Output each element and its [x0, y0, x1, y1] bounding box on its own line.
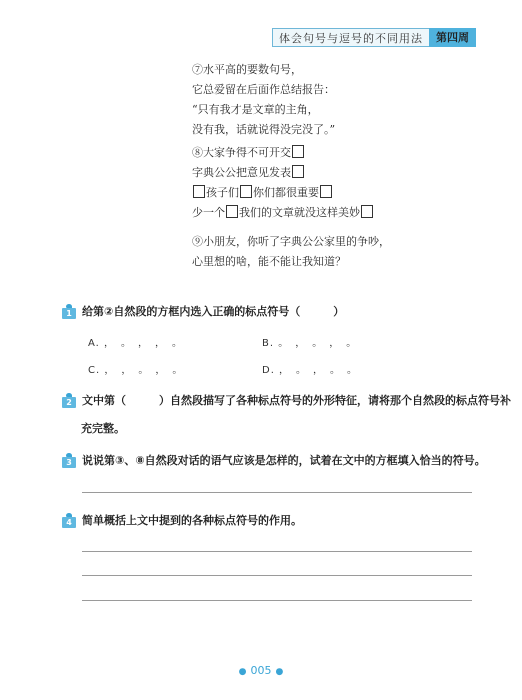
- page-number: ● 005 ●: [238, 664, 284, 677]
- poem-line: ⑦水平高的要数句号，: [192, 63, 302, 76]
- option-c[interactable]: C. ， ， 。 ， 。: [88, 365, 184, 376]
- question-3: [62, 452, 486, 468]
- answer-box[interactable]: [292, 165, 304, 178]
- answer-box[interactable]: [240, 185, 252, 198]
- answer-line[interactable]: [82, 551, 472, 552]
- poem-line: 少一个: [192, 206, 225, 219]
- option-a[interactable]: A. ， 。 ， ， 。: [88, 338, 184, 349]
- question-2-continuation: 充完整。: [81, 422, 125, 435]
- question-text: 简单概括上文中提到的各种标点符号的作用。: [82, 514, 302, 527]
- sprout-number-icon: 1: [62, 304, 76, 319]
- sprout-number-icon: 3: [62, 453, 76, 468]
- poem-line: 它总爱留在后面作总结报告：: [192, 83, 335, 96]
- stanza-8: [192, 143, 374, 223]
- answer-line[interactable]: [82, 492, 472, 493]
- question-text: 给第②自然段的方框内选入正确的标点符号（ ）: [82, 305, 345, 318]
- answer-line[interactable]: [82, 575, 472, 576]
- option-b[interactable]: B. 。 ， 。 ， 。: [262, 338, 358, 349]
- poem-line: 我们的文章就没这样美妙: [239, 206, 360, 219]
- answer-box[interactable]: [320, 185, 332, 198]
- sprout-number-icon: 4: [62, 513, 76, 528]
- poem-line: 孩子们: [206, 186, 239, 199]
- dot-icon: ●: [238, 667, 247, 677]
- answer-box[interactable]: [226, 205, 238, 218]
- stanza-9: [192, 232, 390, 272]
- header-week-badge: 第四周: [429, 28, 476, 47]
- question-1: [62, 303, 344, 319]
- answer-box[interactable]: [193, 185, 205, 198]
- option-d[interactable]: D. ， 。 ， 。 。: [262, 365, 359, 376]
- header-title: 体会句号与逗号的不同用法: [272, 28, 429, 47]
- question-text: 文中第（ ）自然段描写了各种标点符号的外形特征，请将那个自然段的标点符号补: [82, 394, 511, 407]
- poem-line: ⑧大家争得不可开交: [192, 146, 291, 159]
- answer-box[interactable]: [292, 145, 304, 158]
- stanza-7: [192, 60, 335, 140]
- poem-line: 没有我，话就说得没完没了。”: [192, 123, 336, 136]
- answer-line[interactable]: [82, 600, 472, 601]
- question-2: [62, 392, 511, 408]
- poem-line: “只有我才是文章的主角，: [192, 103, 319, 116]
- poem-line: 字典公公把意见发表: [192, 166, 291, 179]
- dot-icon: ●: [275, 667, 284, 677]
- poem-line: 心里想的啥，能不能让我知道？: [192, 255, 346, 268]
- answer-box[interactable]: [361, 205, 373, 218]
- question-text: 说说第③、⑧自然段对话的语气应该是怎样的，试着在文中的方框填入恰当的符号。: [82, 454, 486, 467]
- question-4: [62, 512, 302, 528]
- page-header: [272, 28, 476, 47]
- poem-line: ⑨小朋友，你听了字典公公家里的争吵，: [192, 235, 390, 248]
- poem-line: 你们都很重要: [253, 186, 319, 199]
- sprout-number-icon: 2: [62, 393, 76, 408]
